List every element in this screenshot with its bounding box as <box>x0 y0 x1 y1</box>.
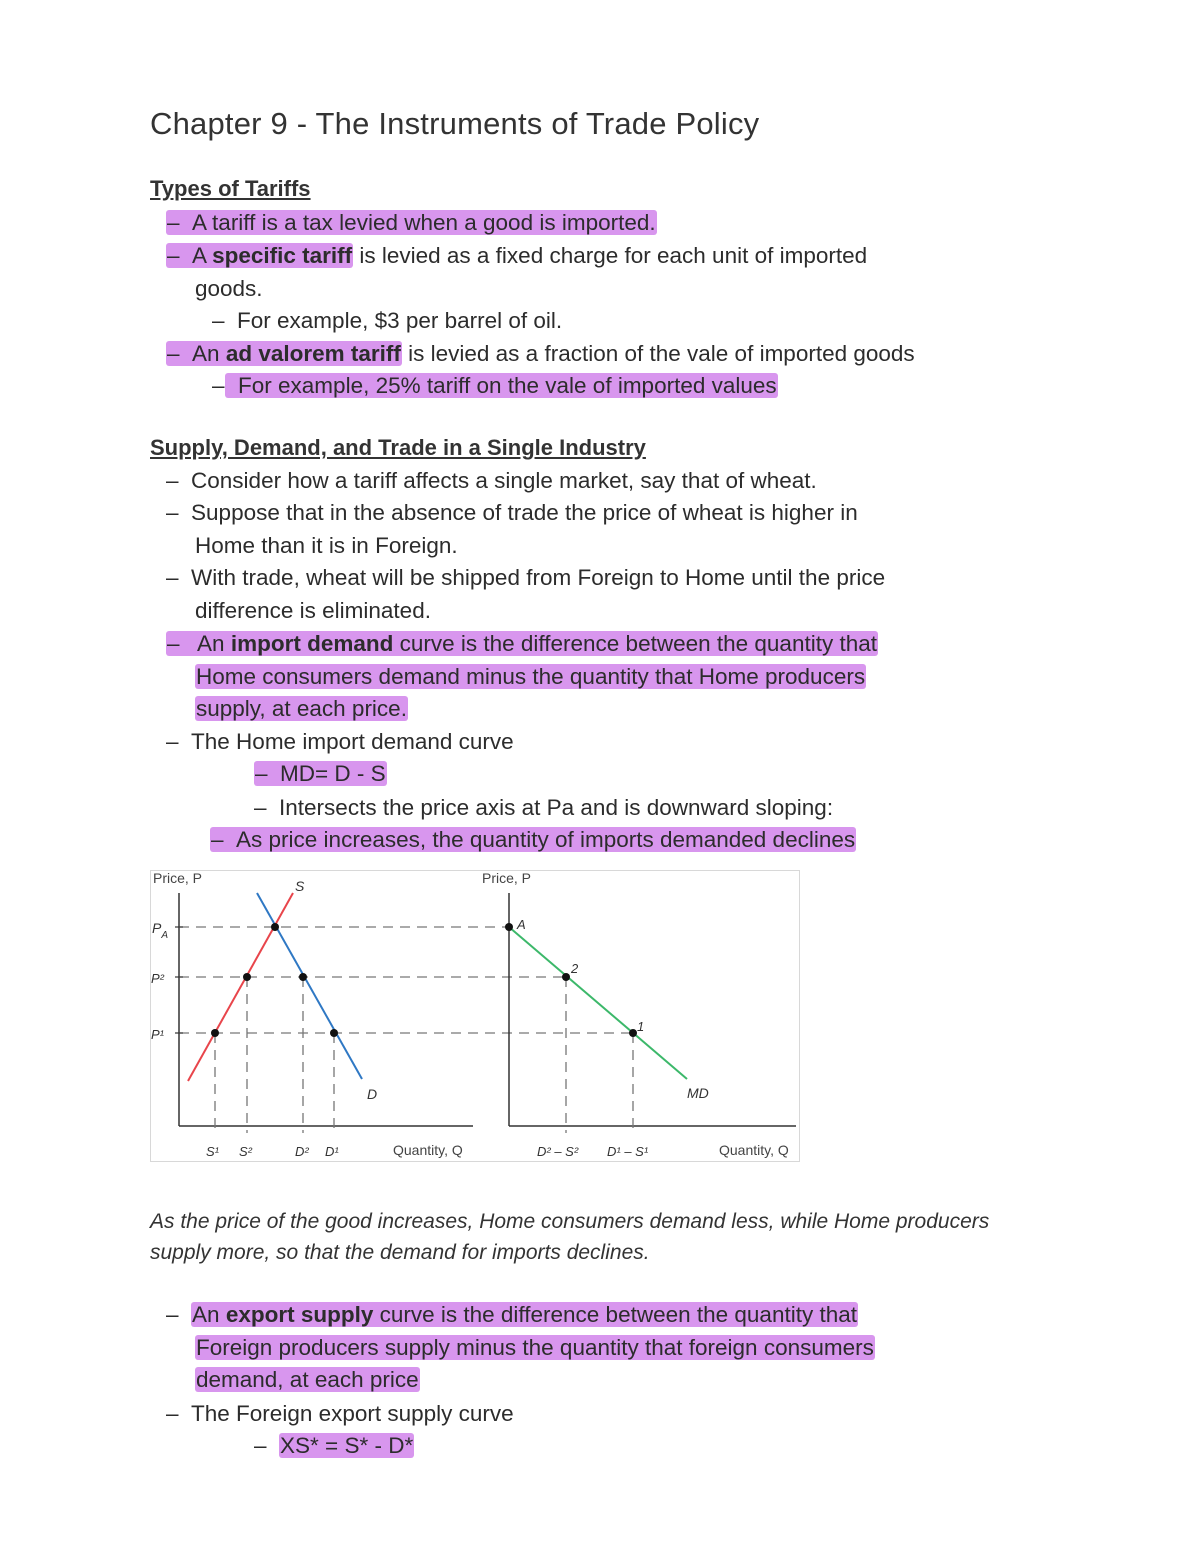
d1-label: D¹ <box>325 1144 339 1159</box>
bullet-item <box>166 561 885 594</box>
supply-curve <box>188 893 293 1081</box>
dash-marker: – <box>254 1433 267 1458</box>
md-curve-label: MD <box>687 1085 709 1101</box>
bullet-text: Intersects the price axis at Pa and is downward sloping: <box>279 795 834 820</box>
bullet-text-post: curve is the difference between the quantity that <box>393 631 877 656</box>
demand-curve-label: D <box>367 1086 378 1102</box>
left-panel <box>151 871 631 1159</box>
bullet-text: For example, 25% tariff on the vale of imported values <box>238 373 777 398</box>
d1-s1-label: D¹ – S¹ <box>607 1144 649 1159</box>
right-xlabel: Quantity, Q <box>719 1142 789 1158</box>
highlighted-text <box>210 827 856 852</box>
bullet-item <box>166 239 867 272</box>
sub-bullet-item <box>210 823 856 856</box>
bullet-text-post: curve is the difference between the quantity that <box>373 1302 857 1327</box>
md-curve <box>509 927 687 1079</box>
right-ylabel: Price, P <box>482 871 532 886</box>
figure-caption: As the price of the good increases, Home consumers demand less, while Home producers supply more, so that the demand for imports declines. <box>150 1210 990 1264</box>
pa-label <box>152 920 168 941</box>
bullet-item <box>166 496 858 529</box>
bullet-text: Consider how a tariff affects a single market, say that of wheat. <box>191 468 817 493</box>
dash-marker: – <box>166 500 179 525</box>
section-heading-supply-demand-trade: Supply, Demand, and Trade in a Single Industry <box>150 435 646 460</box>
highlighted-text: XS* = S* - D* <box>280 1433 414 1458</box>
equilibrium-point-pa <box>271 923 279 931</box>
demand-point-p1 <box>330 1029 338 1037</box>
bullet-item <box>166 464 817 497</box>
dash-marker: – <box>166 468 179 493</box>
figure-svg <box>151 871 799 1161</box>
dash-marker: – <box>255 761 268 786</box>
bold-term: export supply <box>225 1302 374 1327</box>
md-point-2 <box>562 973 570 981</box>
md-point-1 <box>629 1029 637 1037</box>
bold-term: import demand <box>230 631 394 656</box>
sub-bullet-item <box>254 791 833 824</box>
highlighted-text <box>166 341 402 366</box>
d2-s2-label: D² – S² <box>537 1144 579 1159</box>
sub-bullet-item <box>254 757 387 790</box>
demand-curve <box>257 893 362 1079</box>
pa-label-sub: A <box>161 930 169 941</box>
point-a-label: A <box>517 917 526 932</box>
dash-marker: – <box>167 210 180 235</box>
dash-marker: – <box>211 827 224 852</box>
dash-marker: – <box>166 1302 179 1327</box>
bullet-text-pre: An <box>192 1302 226 1327</box>
bullet-text: For example, $3 per barrel of oil. <box>237 308 563 333</box>
s1-label: S¹ <box>206 1144 219 1159</box>
bullet-continuation <box>195 1331 875 1364</box>
bullet-continuation <box>195 1363 420 1396</box>
left-ylabel: Price, P <box>153 871 203 886</box>
dash-marker: – <box>167 631 180 656</box>
supply-point-p2 <box>243 973 251 981</box>
bullet-item <box>166 1298 858 1331</box>
supply-curve-label: S <box>295 878 305 894</box>
pa-label-main: P <box>152 920 162 936</box>
p2-label: P² <box>151 971 164 986</box>
point-1-label: 1 <box>637 1019 645 1034</box>
bullet-item <box>166 725 514 758</box>
bullet-text-pre: A <box>192 243 213 268</box>
highlighted-text <box>254 761 387 786</box>
bullet-continuation: goods. <box>195 276 263 301</box>
supply-point-p1 <box>211 1029 219 1037</box>
bullet-text-post: is levied as a fixed charge for each unit of imported <box>353 243 868 268</box>
dash-marker: – <box>167 243 180 268</box>
section-heading-types-of-tariffs: Types of Tariffs <box>150 176 311 201</box>
sub-bullet-item <box>212 369 778 402</box>
sub-bullet-item <box>254 1429 414 1462</box>
bullet-continuation <box>195 692 408 725</box>
page-title: Chapter 9 - The Instruments of Trade Policy <box>150 106 760 141</box>
dash-marker: – <box>254 795 267 820</box>
right-panel <box>482 871 796 1159</box>
dash-marker: – <box>166 1401 179 1426</box>
bullet-text: A tariff is a tax levied when a good is imported. <box>192 210 656 235</box>
dash-marker: – <box>166 565 179 590</box>
bullet-text: Suppose that in the absence of trade the price of wheat is higher in <box>191 500 858 525</box>
highlighted-text: Home consumers demand minus the quantity that Home producers <box>196 664 866 689</box>
s2-label: S² <box>239 1144 252 1159</box>
dash-marker: – <box>166 729 179 754</box>
demand-point-p2 <box>299 973 307 981</box>
bullet-continuation <box>195 660 866 693</box>
bullet-item <box>166 627 878 660</box>
highlighted-text <box>166 210 657 235</box>
bullet-text-post: is levied as a fraction of the vale of imported goods <box>401 341 915 366</box>
bullet-text: As price increases, the quantity of imports demanded declines <box>236 827 856 852</box>
d2-label: D² <box>295 1144 309 1159</box>
highlighted-text: supply, at each price. <box>196 696 407 721</box>
bold-term: specific tariff <box>212 243 353 268</box>
bullet-item <box>166 1397 514 1430</box>
bold-term: ad valorem tariff <box>225 341 401 366</box>
p1-label: P¹ <box>151 1027 164 1042</box>
left-xlabel: Quantity, Q <box>393 1142 463 1158</box>
highlighted-text <box>166 243 353 268</box>
highlighted-text <box>166 631 878 656</box>
highlighted-text: Foreign producers supply minus the quantity that foreign consumers <box>196 1335 874 1360</box>
dash-marker: – <box>167 341 180 366</box>
bullet-continuation: difference is eliminated. <box>195 598 431 623</box>
point-2-label: 2 <box>571 961 579 976</box>
highlighted-text: demand, at each price <box>196 1367 419 1392</box>
bullet-text: The Home import demand curve <box>191 729 514 754</box>
bullet-item <box>166 206 657 239</box>
bullet-text-pre: An <box>192 341 226 366</box>
md-point-a <box>505 923 513 931</box>
bullet-item <box>166 337 915 370</box>
dash-marker: – <box>212 373 225 398</box>
bullet-continuation: Home than it is in Foreign. <box>195 533 458 558</box>
highlighted-text <box>191 1302 858 1327</box>
dash-marker: – <box>212 308 225 333</box>
bullet-text-pre: An <box>192 631 231 656</box>
highlighted-text <box>225 373 778 398</box>
sub-bullet-item <box>212 304 562 337</box>
bullet-text: With trade, wheat will be shipped from Foreign to Home until the price <box>191 565 886 590</box>
bullet-text: The Foreign export supply curve <box>191 1401 514 1426</box>
import-demand-figure <box>150 870 800 1162</box>
bullet-text: MD= D - S <box>280 761 386 786</box>
